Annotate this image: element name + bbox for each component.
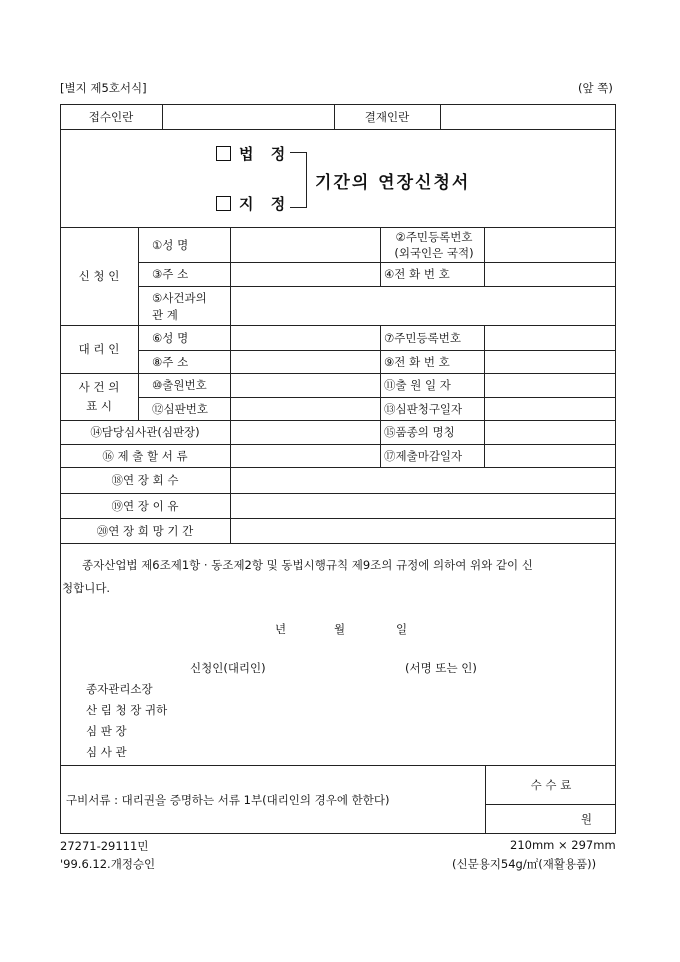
agent-name-field[interactable]: [231, 325, 380, 350]
agent-phone-field[interactable]: [485, 350, 616, 373]
agent-group-label: 대 리 인: [78, 342, 120, 356]
application-date-label: ⑪출 원 일 자: [384, 378, 451, 392]
extension-period-label: ⑳연 장 희 망 기 간: [96, 523, 194, 538]
signature-label[interactable]: (서명 또는 인): [405, 661, 477, 675]
fee-label: 수 수 료: [530, 777, 572, 792]
option-statutory[interactable]: 법 정: [216, 143, 291, 164]
trial-number-label: ⑫심판번호: [152, 401, 208, 416]
applicant-address-label: ③주 소: [152, 267, 189, 281]
checkbox-icon[interactable]: [216, 196, 231, 211]
statement-line-1: 종자산업법 제6조제1항 · 동조제2항 및 동법시행규칙 제9조의 규정에 의하여 위와 같이 신: [82, 558, 533, 572]
page-side: (앞 쪽): [578, 81, 613, 95]
trial-number-field[interactable]: [231, 397, 380, 420]
application-number-field[interactable]: [231, 373, 380, 397]
variety-name-label: ⑮품종의 명칭: [384, 425, 455, 439]
variety-name-field[interactable]: [485, 420, 616, 444]
applicant-group-label: 신 청 인: [78, 269, 120, 283]
extension-count-field[interactable]: [231, 467, 616, 493]
statement-line-2: 청합니다.: [62, 581, 111, 595]
documents-field[interactable]: [231, 444, 380, 467]
case-group-label: 사 건 의 표 시: [78, 380, 120, 413]
examiner-label: ⑭담당심사관(심판장): [90, 425, 200, 439]
approval-label: 결재인란: [364, 109, 410, 124]
agent-address-field[interactable]: [231, 350, 380, 373]
paper-size: 210mm × 297mm: [510, 838, 616, 852]
application-date-field[interactable]: [485, 373, 616, 397]
applicant-rrn-field[interactable]: [485, 227, 616, 262]
extension-reason-field[interactable]: [231, 493, 616, 518]
day-label: 일: [396, 622, 408, 636]
month-label: 월: [334, 622, 346, 636]
recipient-2: 산 림 청 장 귀하: [86, 703, 168, 717]
applicant-relation-label: ⑤사건과의 관 계: [152, 291, 207, 322]
receipt-field[interactable]: [163, 104, 334, 129]
checkbox-icon[interactable]: [216, 146, 231, 161]
applicant-address-field[interactable]: [231, 262, 380, 286]
signer-label: 신청인(대리인): [190, 661, 266, 675]
required-documents: 구비서류 : 대리권을 증명하는 서류 1부(대리인의 경우에 한한다): [66, 792, 390, 807]
form-code: 27271-29111민: [60, 839, 149, 853]
recipient-4: 심 사 관: [86, 745, 127, 759]
application-number-label: ⑩출원번호: [152, 378, 207, 392]
option-designated[interactable]: 지 정: [216, 193, 291, 214]
applicant-name-field[interactable]: [231, 227, 380, 262]
agent-rrn-label: ⑦주민등록번호: [384, 330, 461, 345]
extension-period-field[interactable]: [231, 518, 616, 543]
agent-phone-label: ⑨전 화 번 호: [384, 354, 450, 369]
deadline-label: ⑰제출마감일자: [384, 448, 463, 463]
agent-address-label: ⑧주 소: [152, 354, 189, 369]
year-label: 년: [275, 622, 287, 636]
applicant-phone-field[interactable]: [485, 262, 616, 286]
bracket-line: [290, 152, 307, 208]
examiner-field[interactable]: [231, 420, 380, 444]
extension-count-label: ⑱연 장 회 수: [111, 473, 179, 487]
applicant-relation-field[interactable]: [231, 286, 616, 325]
approval-field[interactable]: [441, 104, 616, 129]
applicant-name-label: ①성 명: [152, 237, 189, 252]
fee-unit: 원: [580, 812, 592, 826]
form-title: 기간의 연장신청서: [315, 173, 471, 193]
applicant-rrn-label: ②주민등록번호 (외국인은 국적): [394, 230, 474, 260]
extension-reason-label: ⑲연 장 이 유: [111, 498, 179, 513]
form-number: [별지 제5호서식]: [60, 81, 147, 95]
agent-name-label: ⑥성 명: [152, 330, 189, 345]
revision-approval: '99.6.12.개정승인: [60, 857, 156, 871]
trial-date-field[interactable]: [485, 397, 616, 420]
applicant-phone-label: ④전 화 번 호: [384, 267, 450, 281]
recipient-1: 종자관리소장: [86, 682, 153, 696]
paper-type: (신문용지54g/㎡(재활용품)): [452, 857, 597, 871]
documents-label: ⑯ 제 출 할 서 류: [102, 448, 188, 463]
trial-date-label: ⑬심판청구일자: [384, 401, 463, 416]
recipient-3: 심 판 장: [86, 724, 127, 738]
deadline-field[interactable]: [485, 444, 616, 467]
receipt-label: 접수인란: [88, 109, 134, 124]
agent-rrn-field[interactable]: [485, 325, 616, 350]
